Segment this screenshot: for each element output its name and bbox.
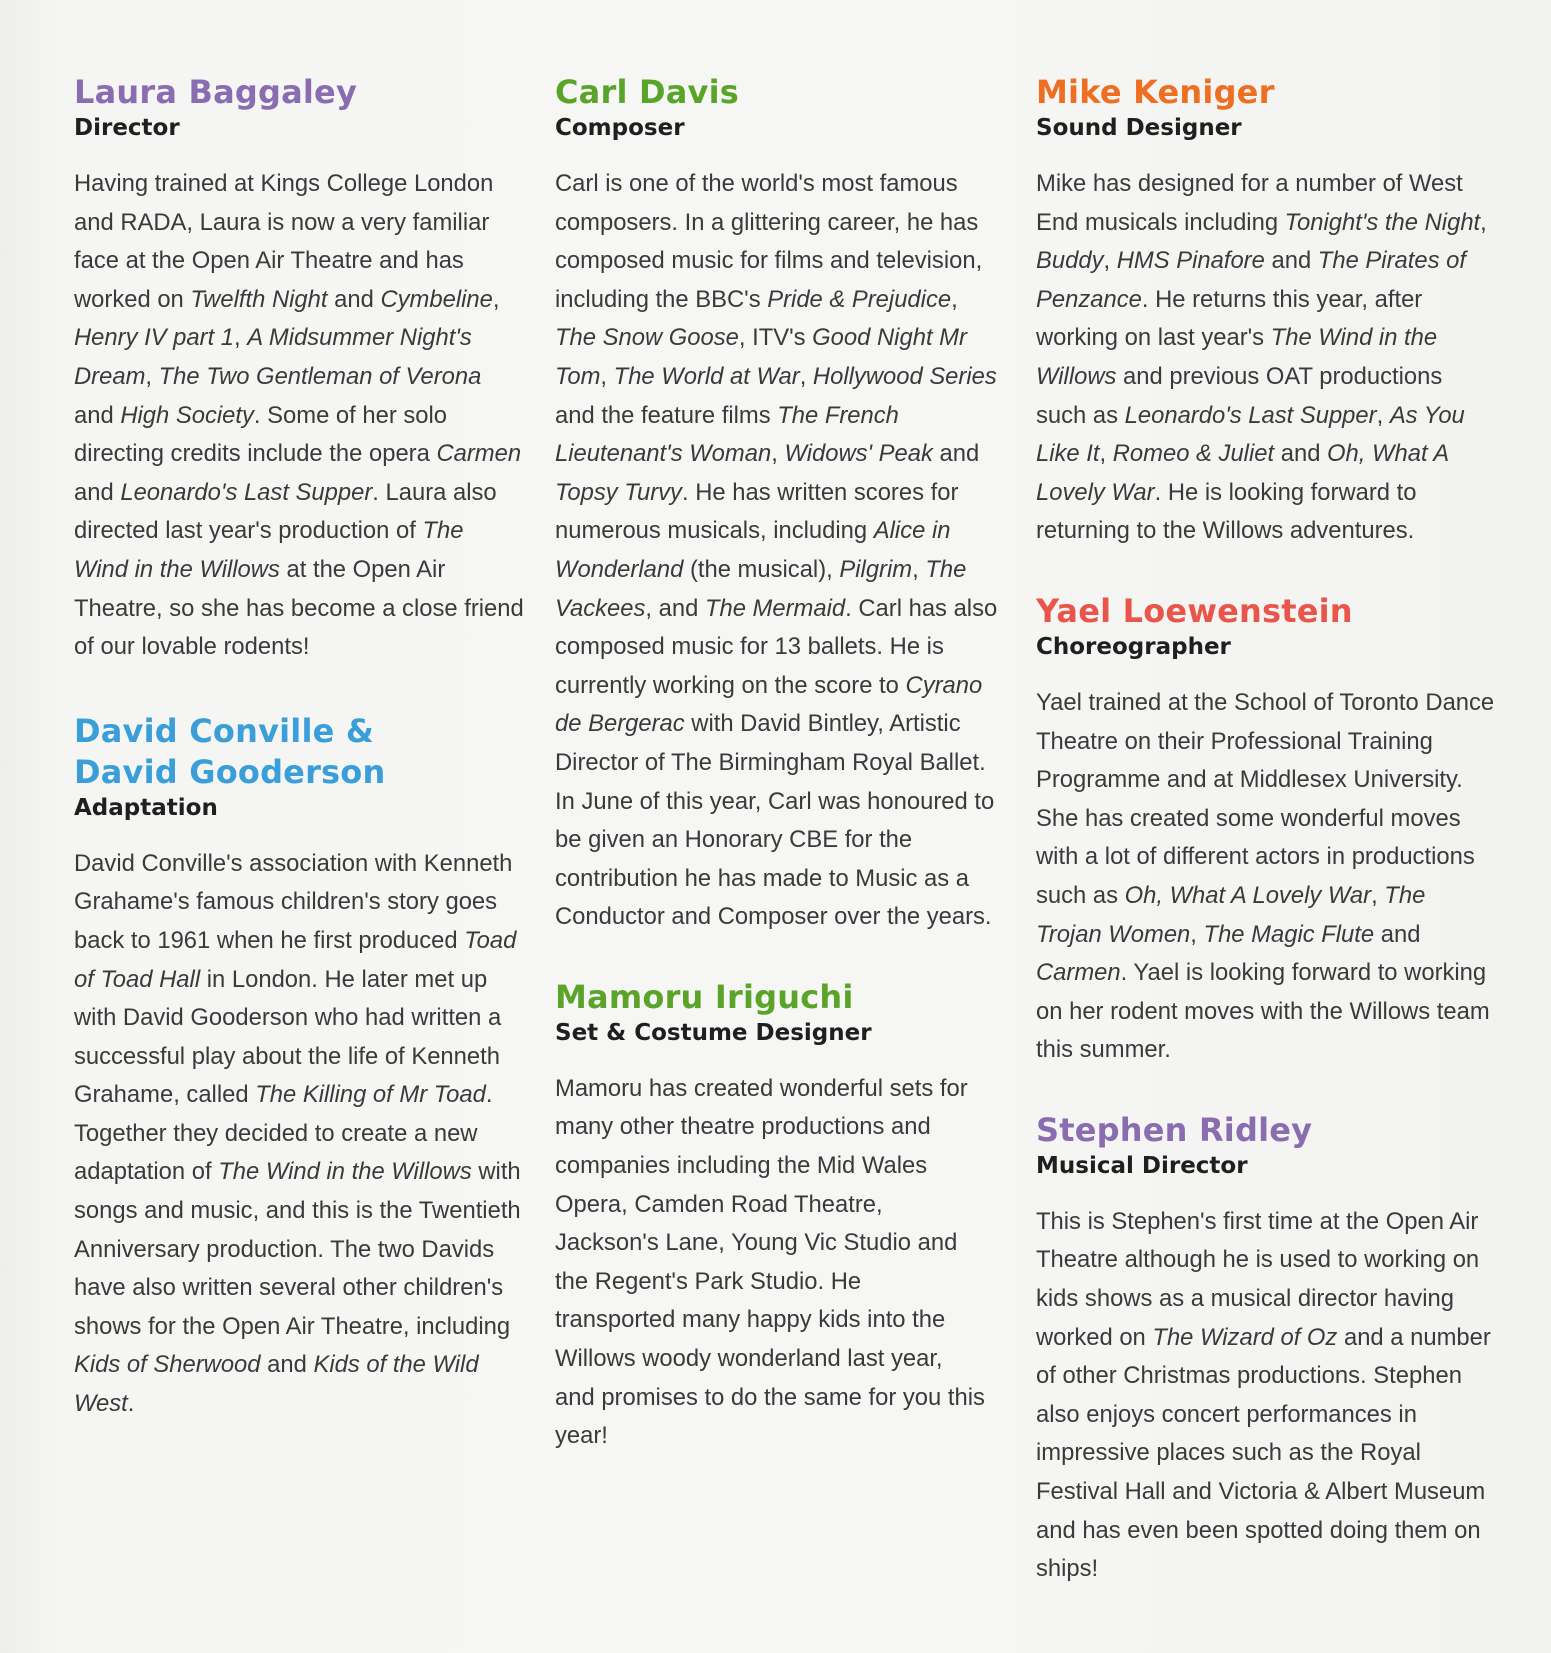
text-run: Having trained at Kings College London and RADA, Laura is now a very familiar face at the Open Air Theatre and has worked on — [74, 170, 494, 313]
text-run: . — [127, 1390, 135, 1418]
title-italic: Romeo & Juliet — [1112, 440, 1275, 468]
title-italic: The French Lieutenant's Woman — [555, 401, 899, 468]
title-italic: HMS Pinafore — [1116, 247, 1265, 275]
text-run: , — [1480, 208, 1487, 236]
bio-role: Composer — [555, 115, 685, 141]
bio-role: Set & Costume Designer — [555, 1019, 872, 1046]
title-italic: Buddy — [1036, 247, 1104, 275]
title-italic: Oh, What A Lovely War — [1036, 440, 1449, 506]
bio-mike-keniger — [1036, 72, 1496, 551]
title-italic: Topsy Turvy — [555, 478, 682, 506]
text-run: and — [260, 1351, 314, 1379]
title-italic: Oh, What A Lovely War — [1124, 881, 1372, 909]
text-run: . Yael is looking forward to working on her rodent moves with the Willows team this summer. — [1036, 959, 1490, 1064]
title-italic: Alice in Wonderland — [555, 517, 951, 583]
text-run: and — [1264, 247, 1318, 275]
title-italic: The Wind in the Willows — [74, 517, 464, 583]
title-italic: Carmen — [1036, 959, 1121, 987]
title-italic: The Wind in the Willows — [218, 1158, 472, 1186]
bio-text — [1036, 684, 1496, 1070]
title-italic: Kids of Sherwood — [74, 1351, 261, 1379]
title-italic: Widows' Peak — [784, 440, 933, 468]
text-run: and — [327, 285, 381, 313]
title-italic: The Wind in the Willows — [1036, 324, 1438, 390]
title-italic: Pride & Prejudice — [767, 285, 952, 313]
bio-name: Stephen Ridley — [1036, 1110, 1313, 1149]
bio-name: Laura Baggaley — [74, 73, 358, 111]
title-italic: Good Night Mr Tom — [555, 324, 967, 390]
text-run: and — [1374, 920, 1421, 948]
text-run: , — [771, 440, 785, 468]
text-run: , — [145, 362, 159, 390]
title-italic: Kids of the Wild West — [74, 1351, 479, 1418]
title-italic: The Two Gentleman of Verona — [158, 362, 482, 390]
text-run: , — [951, 285, 958, 313]
text-run: , — [1190, 920, 1204, 948]
text-run: in London. He later met up with David Gooderson who had written a successful play about the life of Kenneth Grahame, called — [74, 965, 502, 1109]
text-run: , ITV's — [738, 324, 813, 352]
bio-role: Adaptation — [74, 794, 218, 821]
text-run: , — [1371, 881, 1385, 909]
bio-carl-davis — [555, 72, 1005, 937]
title-italic: The Vackees — [555, 555, 967, 622]
bio-name: Mike Keniger — [1036, 73, 1275, 111]
title-italic: The Trojan Women — [1036, 881, 1426, 948]
bio-text — [555, 1070, 985, 1456]
column-right — [1036, 72, 1496, 1623]
bio-role: Sound Designer — [1036, 115, 1242, 141]
title-italic: The Snow Goose — [555, 324, 739, 352]
text-run: Carl is one of the world's most famous composers. In a glittering career, he has composed music for films and television, including the BBC's — [555, 170, 983, 313]
title-italic: Twelfth Night — [190, 285, 328, 313]
title-italic: Leonardo's Last Supper — [1124, 401, 1377, 429]
text-run: , — [234, 324, 248, 352]
text-run: . He has written scores for numerous musicals, including — [555, 478, 959, 545]
text-run: Yael trained at the School of Toronto Dance Theatre on their Professional Training Programme and at Middlesex University. She has created some wonderful moves with a lot of different actors in productions such as — [1036, 688, 1495, 909]
title-italic: The Killing of Mr Toad — [255, 1081, 486, 1109]
text-run: , — [799, 362, 813, 390]
title-italic: The Magic Flute — [1203, 920, 1375, 948]
title-italic: The Mermaid — [704, 594, 846, 622]
text-run: , — [1103, 247, 1117, 275]
text-run: Mamoru has created wonderful sets for many other theatre productions and companies including the Mid Wales Opera, Camden Road Theatre, Jackson's Lane, Young Vic Studio and the Regent's Park Studio. He transported many happy kids into the Willows woody wonderland last year, and promises to do the same for you this year! — [555, 1074, 985, 1450]
text-run: , — [912, 555, 926, 583]
text-run: , and — [645, 594, 705, 622]
text-run: , — [1099, 440, 1113, 468]
title-italic: Tonight's the Night — [1284, 208, 1481, 236]
text-run: . Together they decided to create a new adaptation of — [74, 1081, 493, 1186]
title-italic: The Pirates of Penzance — [1036, 247, 1466, 313]
bio-text — [74, 845, 524, 1424]
title-italic: High Society — [120, 401, 254, 429]
text-run: and — [1274, 440, 1328, 468]
bio-laura-baggaley — [74, 72, 524, 667]
text-run: and previous OAT productions such as — [1036, 362, 1443, 429]
bio-text — [1036, 165, 1496, 551]
text-run: David Conville's association with Kenneth Grahame's famous children's story goes back to 1961 when he first produced — [74, 849, 513, 954]
bio-name: Yael Loewenstein — [1036, 591, 1353, 630]
title-italic: Carmen — [436, 440, 522, 468]
text-run: and — [932, 440, 980, 468]
column-left — [74, 72, 524, 1458]
bio-text — [1036, 1203, 1496, 1589]
text-run: and a number of other Christmas productions. Stephen also enjoys concert performances in impressive places such as the Royal Festival Hall and Victoria & Albert Museum and has even been spotted doing them on ships! — [1036, 1323, 1491, 1583]
bio-yael-loewenstein — [1036, 591, 1496, 1070]
title-italic: Henry IV part 1 — [74, 324, 235, 352]
title-italic: A Midsummer Night's Dream — [74, 324, 472, 390]
column-middle — [555, 72, 1005, 1490]
bio-name: David Conville & David Gooderson — [74, 711, 386, 791]
text-run: . Laura also directed last year's production of — [74, 478, 497, 545]
text-run: . He returns this year, after working on last year's — [1036, 285, 1423, 352]
text-run: . Some of her solo directing credits include the opera — [74, 401, 448, 468]
title-italic: The Wizard of Oz — [1152, 1323, 1338, 1351]
title-italic: Pilgrim — [839, 555, 913, 583]
text-run: , — [1376, 401, 1390, 429]
bio-stephen-ridley — [1036, 1110, 1496, 1589]
bio-name: Mamoru Iriguchi — [555, 977, 854, 1016]
text-run: at the Open Air Theatre, so she has become a close friend of our lovable rodents! — [74, 555, 524, 661]
text-run: This is Stephen's first time at the Open Air Theatre although he is used to working on kids shows as a musical director having worked on — [1036, 1207, 1480, 1351]
text-run: . Carl has also composed music for 13 ballets. He is currently working on the score to — [555, 594, 998, 699]
title-italic: Leonardo's Last Supper — [120, 478, 373, 506]
bio-name: Carl Davis — [555, 73, 739, 111]
text-run: (the musical), — [683, 555, 840, 583]
title-italic: As You Like It — [1036, 401, 1465, 468]
bio-text — [74, 165, 524, 667]
bio-david-conville-gooderson — [74, 711, 524, 1424]
bio-role: Musical Director — [1036, 1152, 1248, 1179]
title-italic: Toad of Toad Hall — [74, 926, 517, 993]
text-run: . He is looking forward to returning to the Willows adventures. — [1036, 478, 1417, 545]
bio-role: Director — [74, 115, 180, 141]
text-run: , — [492, 285, 500, 313]
bio-role: Choreographer — [1036, 633, 1231, 660]
text-run: with songs and music, and this is the Twentieth Anniversary production. The two Davids have also written several other children's shows for the Open Air Theatre, including — [74, 1158, 521, 1340]
title-italic: Cyrano de Bergerac — [555, 671, 983, 738]
text-run: , — [600, 362, 614, 390]
text-run: and — [74, 401, 121, 429]
bio-mamoru-iriguchi — [555, 977, 1005, 1456]
title-italic: The World at War — [613, 362, 800, 390]
text-run: and the feature films — [555, 401, 778, 429]
text-run: with David Bintley, Artistic Director of The Birmingham Royal Ballet. In June of this year, Carl was honoured to be given an Honorary CBE for the contribution he has made to Music as a Conductor and Composer over the years. — [555, 710, 995, 931]
title-italic: Hollywood Series — [812, 362, 997, 390]
text-run: Mike has designed for a number of West End musicals including — [1036, 170, 1463, 236]
bio-text — [555, 165, 1005, 937]
text-run: and — [74, 478, 121, 506]
title-italic: Cymbeline — [380, 285, 493, 313]
